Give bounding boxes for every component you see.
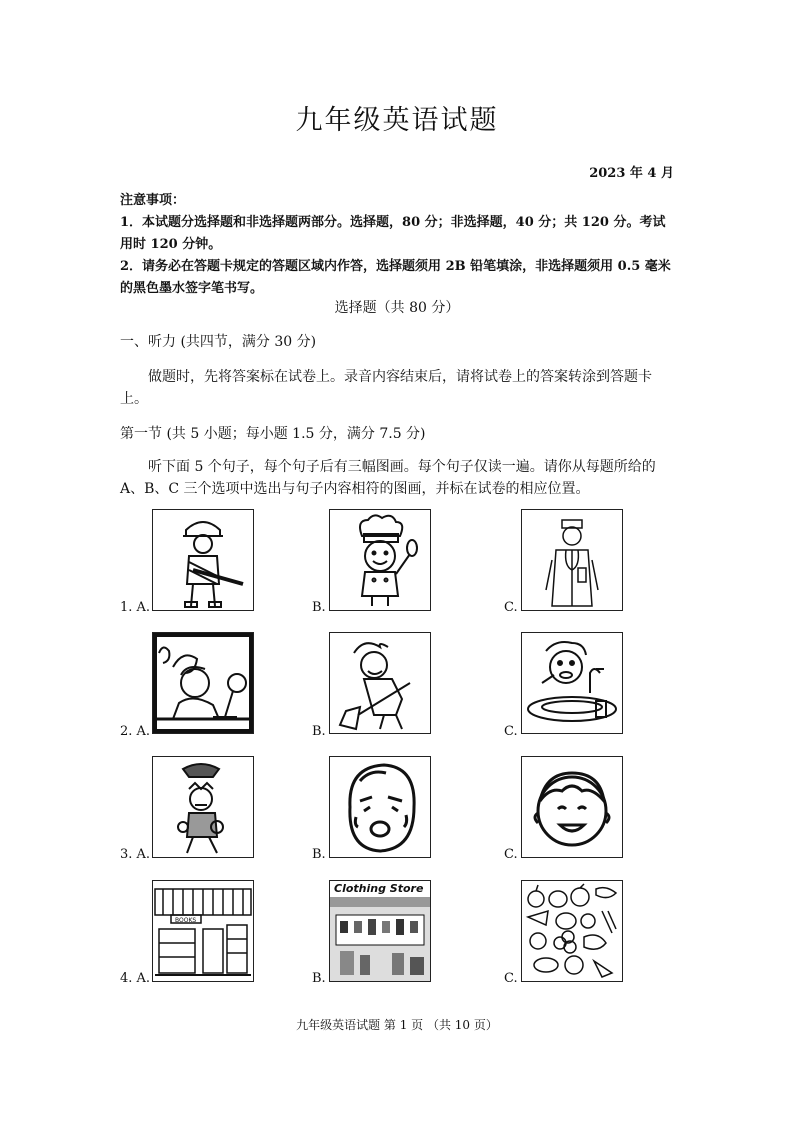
- clothing-store-icon[interactable]: [329, 880, 431, 982]
- q4-label-b: B.: [312, 971, 326, 986]
- studying-boy-icon[interactable]: [152, 632, 254, 734]
- smiling-face-icon[interactable]: [521, 756, 623, 858]
- q2-label-b: B.: [312, 724, 326, 739]
- doctor-icon[interactable]: [521, 509, 623, 611]
- chef-icon[interactable]: [329, 509, 431, 611]
- q1-label-a: 1. A.: [120, 600, 151, 615]
- part1-heading: 一、听力 (共四节，满分 30 分): [120, 334, 317, 350]
- q1-label-b: B.: [312, 600, 326, 615]
- bookstore-icon[interactable]: [152, 880, 254, 982]
- subsection1-instructions: 听下面 5 个句子，每个句子后有三幅图画。每个句子仅读一遍。请你从每题所给的 A、B、C 三个选项中选出与句子内容相符的图画，并标在试卷的相应位置。: [120, 459, 656, 497]
- q3-label-c: C.: [504, 847, 518, 862]
- sweeping-boy-icon[interactable]: [329, 632, 431, 734]
- crying-face-icon[interactable]: [329, 756, 431, 858]
- food-icon[interactable]: [521, 880, 623, 982]
- q2-label-c: C.: [504, 724, 518, 739]
- q4-label-a: 4. A.: [120, 971, 151, 986]
- brushing-teeth-icon[interactable]: [521, 632, 623, 734]
- exam-date: 2023 年 4 月: [589, 166, 674, 181]
- clothing-store-sign-text: Clothing Store: [334, 882, 424, 895]
- bookstore-sign-text: BOOKS: [175, 917, 197, 924]
- page-footer: 九年级英语试题 第 1 页 （共 10 页）: [296, 1018, 498, 1032]
- q3-label-a: 3. A.: [120, 847, 151, 862]
- notice-item-1: 1．本试题分选择题和非选择题两部分。选择题，80 分；非选择题，40 分；共 120 分。考试用时 120 分钟。: [120, 215, 666, 252]
- q4-label-c: C.: [504, 971, 518, 986]
- notice-heading: 注意事项：: [120, 193, 186, 208]
- page-title: 九年级英语试题: [295, 105, 499, 136]
- q3-label-b: B.: [312, 847, 326, 862]
- q1-label-c: C.: [504, 600, 518, 615]
- q2-label-a: 2. A.: [120, 724, 151, 739]
- subsection1-heading: 第一节 (共 5 小题；每小题 1.5 分，满分 7.5 分): [120, 426, 426, 442]
- notice-item-2: 2．请务必在答题卡规定的答题区域内作答，选择题须用 2B 铅笔填涂，非选择题须用 0.5 毫米的黑色墨水签字笔书写。: [120, 259, 671, 296]
- angry-boy-icon[interactable]: [152, 756, 254, 858]
- section-heading: 选择题（共 80 分）: [334, 300, 460, 316]
- soldier-icon[interactable]: [152, 509, 254, 611]
- part1-instructions: 做题时，先将答案标在试卷上。录音内容结束后，请将试卷上的答案转涂到答题卡上。: [120, 369, 652, 407]
